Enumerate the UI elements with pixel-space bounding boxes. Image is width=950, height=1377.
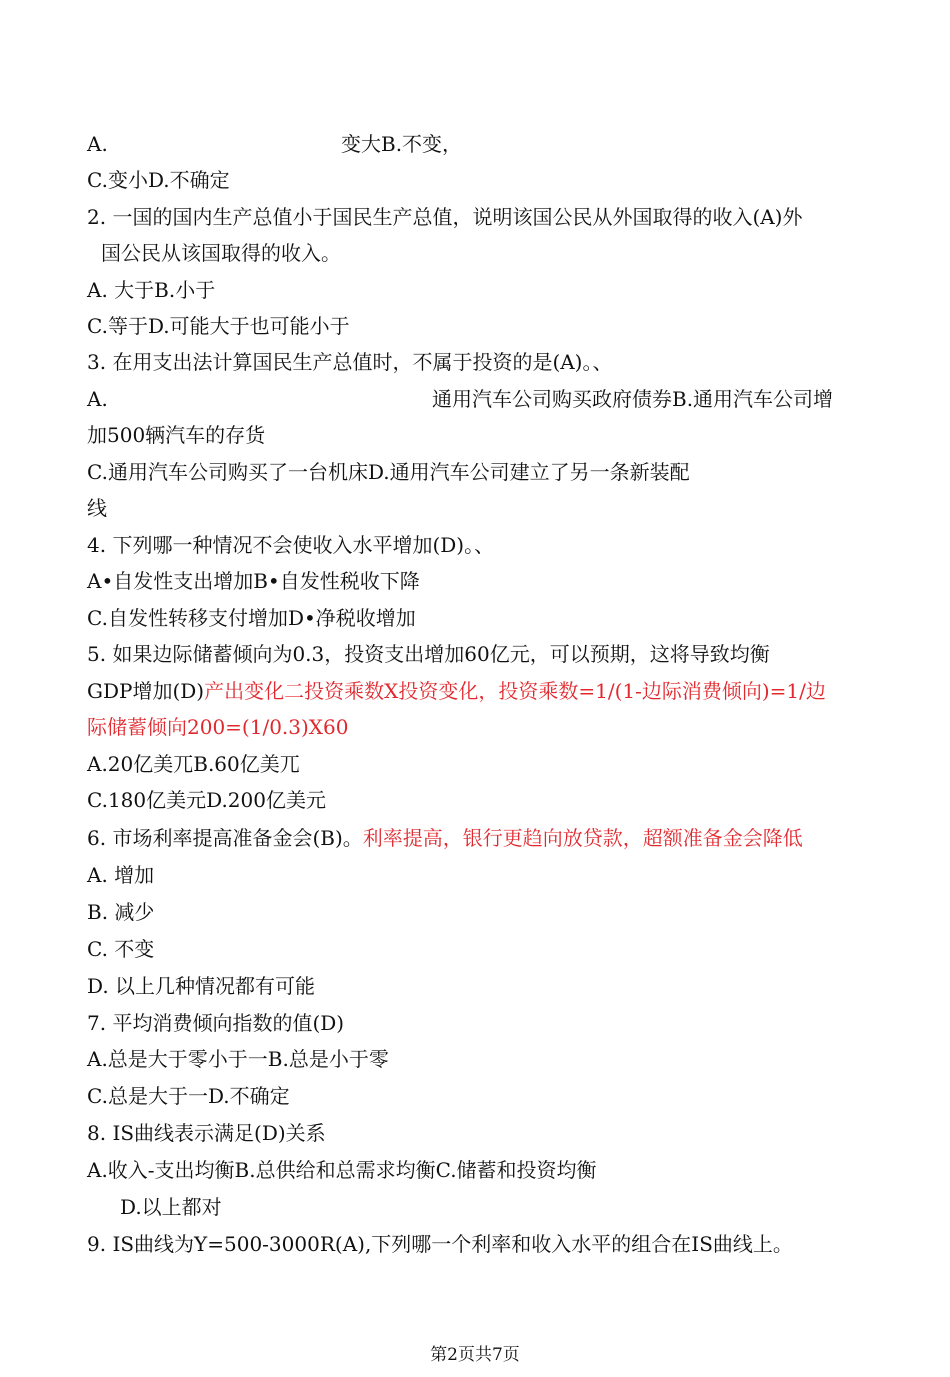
option-line: C. 不变 bbox=[87, 937, 155, 961]
question-line: GDP增加(D)产出变化二投资乘数X投资变化，投资乘数=1/(1-边际消费倾向)=1/边 bbox=[87, 679, 826, 703]
option-line: A. 变大B.不变， bbox=[87, 132, 463, 156]
option-line: C.通用汽车公司购买了一台机床D.通用汽车公司建立了另一条新装配 bbox=[87, 460, 690, 484]
question-line: 国公民从该国取得的收入。 bbox=[101, 241, 341, 265]
option-line: C.180亿美元D.200亿美元 bbox=[87, 788, 326, 812]
question-line: 3. 在用支出法计算国民生产总值时，不属于投资的是(A)。、 bbox=[87, 350, 613, 374]
question-line: 2. 一国的国内生产总值小于国民生产总值，说明该国公民从外国取得的收入(A)外 bbox=[87, 205, 803, 229]
question-line: 5. 如果边际储蓄倾向为0.3，投资支出增加60亿元，可以预期，这将导致均衡 bbox=[87, 642, 770, 666]
answer-note: 产出变化二投资乘数X投资变化，投资乘数=1/(1-边际消费倾向)=1/边 bbox=[204, 679, 826, 703]
option-line: 加500辆汽车的存货 bbox=[87, 423, 266, 447]
option-line: A.20亿美兀B.60亿美兀 bbox=[87, 752, 300, 776]
page-number: 第2页共7页 bbox=[430, 1345, 520, 1365]
option-line: 线 bbox=[87, 496, 107, 520]
option-line: A. 大于B.小于 bbox=[87, 278, 216, 302]
option-line: C.总是大于一D.不确定 bbox=[87, 1084, 290, 1108]
question-line: 4. 下列哪一种情况不会使收入水平增加(D)。、 bbox=[87, 533, 495, 557]
answer-note: 际储蓄倾向200=(1/0.3)X60 bbox=[87, 715, 349, 739]
option-line: C.变小D.不确定 bbox=[87, 168, 230, 192]
option-line: D. 以上几种情况都有可能 bbox=[87, 974, 316, 998]
option-line: A.总是大于零小于一B.总是小于零 bbox=[87, 1047, 389, 1071]
option-line: A.收入-支出均衡B.总供给和总需求均衡C.储蓄和投资均衡 bbox=[87, 1158, 597, 1182]
option-line: C.自发性转移支付增加D•净税收增加 bbox=[87, 606, 416, 630]
option-line: A•自发性支出增加B•自发性税收下降 bbox=[87, 569, 420, 593]
option-line: D.以上都对 bbox=[120, 1195, 222, 1219]
answer-note: 利率提高，银行更趋向放贷款，超额准备金会降低 bbox=[362, 826, 803, 850]
question-line: 9. IS曲线为Y=500-3000R(A),下列哪一个利率和收入水平的组合在IS曲线上。 bbox=[87, 1232, 793, 1256]
option-line: A. 通用汽车公司购买政府债券B.通用汽车公司增 bbox=[87, 387, 834, 411]
option-line: C.等于D.可能大于也可能小于 bbox=[87, 314, 350, 338]
question-line: 6. 市场利率提高准备金会(B)。利率提高，银行更趋向放贷款，超额准备金会降低 bbox=[87, 826, 803, 850]
question-line: 8. IS曲线表示满足(D)关系 bbox=[87, 1121, 326, 1145]
option-line: A. 增加 bbox=[87, 863, 155, 887]
question-line: 7. 平均消费倾向指数的值(D) bbox=[87, 1011, 345, 1035]
option-line: B. 减少 bbox=[87, 900, 155, 924]
